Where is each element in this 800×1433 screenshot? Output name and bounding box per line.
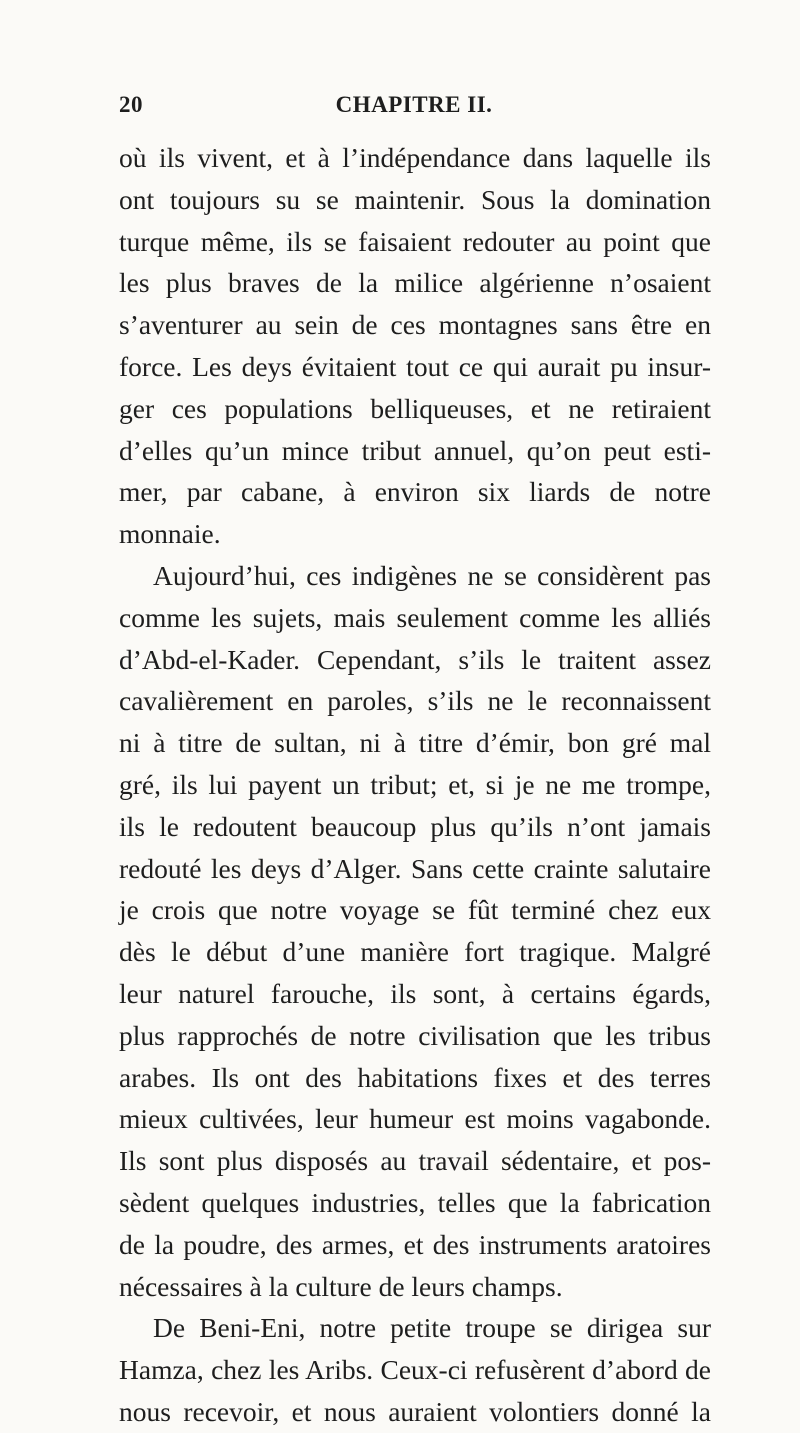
- text-line: les plus braves de la milice algérienne n’osaient: [119, 267, 711, 299]
- text-line: sèdent quelques industries, telles que la fabrication: [119, 1186, 711, 1218]
- text-line: Ils sont plus disposés au travail sédentaire, et pos-: [119, 1145, 711, 1177]
- page-number: 20: [119, 92, 143, 117]
- text-line: nous recevoir, et nous auraient volontiers donné la: [119, 1395, 711, 1427]
- text-line: force. Les deys évitaient tout ce qui aurait pu insur-: [119, 350, 711, 382]
- text-line: ils le redoutent beaucoup plus qu’ils n’ont jamais: [119, 810, 711, 842]
- text-line: cavalièrement en paroles, s’ils ne le reconnaissent: [119, 685, 711, 717]
- text-line: turque même, ils se faisaient redouter au point que: [119, 225, 711, 257]
- text-line: plus rapprochés de notre civilisation que les tribus: [119, 1019, 711, 1051]
- text-line: je crois que notre voyage se fût terminé chez eux: [119, 894, 711, 926]
- text-line: arabes. Ils ont des habitations fixes et des terres: [119, 1061, 711, 1093]
- text-line: gré, ils lui payent un tribut; et, si je ne me trompe,: [119, 768, 711, 800]
- text-line: Hamza, chez les Aribs. Ceux-ci refusèrent d’abord de: [119, 1354, 711, 1386]
- text-line: Aujourd’hui, ces indigènes ne se considèrent pas: [153, 559, 711, 591]
- text-line: dès le début d’une manière fort tragique. Malgré: [119, 936, 711, 968]
- text-line: d’Abd-el-Kader. Cependant, s’ils le traitent assez: [119, 643, 711, 675]
- text-line: ger ces populations belliqueuses, et ne retiraient: [119, 392, 711, 424]
- text-line: comme les sujets, mais seulement comme les alliés: [119, 601, 711, 633]
- text-line: où ils vivent, et à l’indépendance dans laquelle ils: [119, 142, 711, 173]
- text-line: monnaie.: [119, 518, 221, 550]
- text-line: redouté les deys d’Alger. Sans cette crainte salutaire: [119, 852, 711, 884]
- running-head: CHAPITRE II.: [335, 92, 493, 117]
- page-header: [119, 92, 709, 122]
- text-line: De Beni-Eni, notre petite troupe se dirigea sur: [153, 1312, 711, 1344]
- text-line: mieux cultivées, leur humeur est moins vagabonde.: [119, 1103, 711, 1135]
- body-text: [119, 137, 711, 1433]
- text-line: de la poudre, des armes, et des instruments aratoires: [119, 1228, 711, 1260]
- text-line: s’aventurer au sein de ces montagnes sans être en: [119, 309, 711, 341]
- text-line: leur naturel farouche, ils sont, à certains égards,: [119, 977, 711, 1009]
- text-line: mer, par cabane, à environ six liards de notre: [119, 476, 711, 508]
- text-line: ni à titre de sultan, ni à titre d’émir, bon gré mal: [119, 727, 711, 759]
- text-line: ont toujours su se maintenir. Sous la domination: [119, 183, 711, 215]
- text-line: d’elles qu’un mince tribut annuel, qu’on peut esti-: [119, 434, 711, 466]
- text-line: nécessaires à la culture de leurs champs.: [119, 1270, 563, 1302]
